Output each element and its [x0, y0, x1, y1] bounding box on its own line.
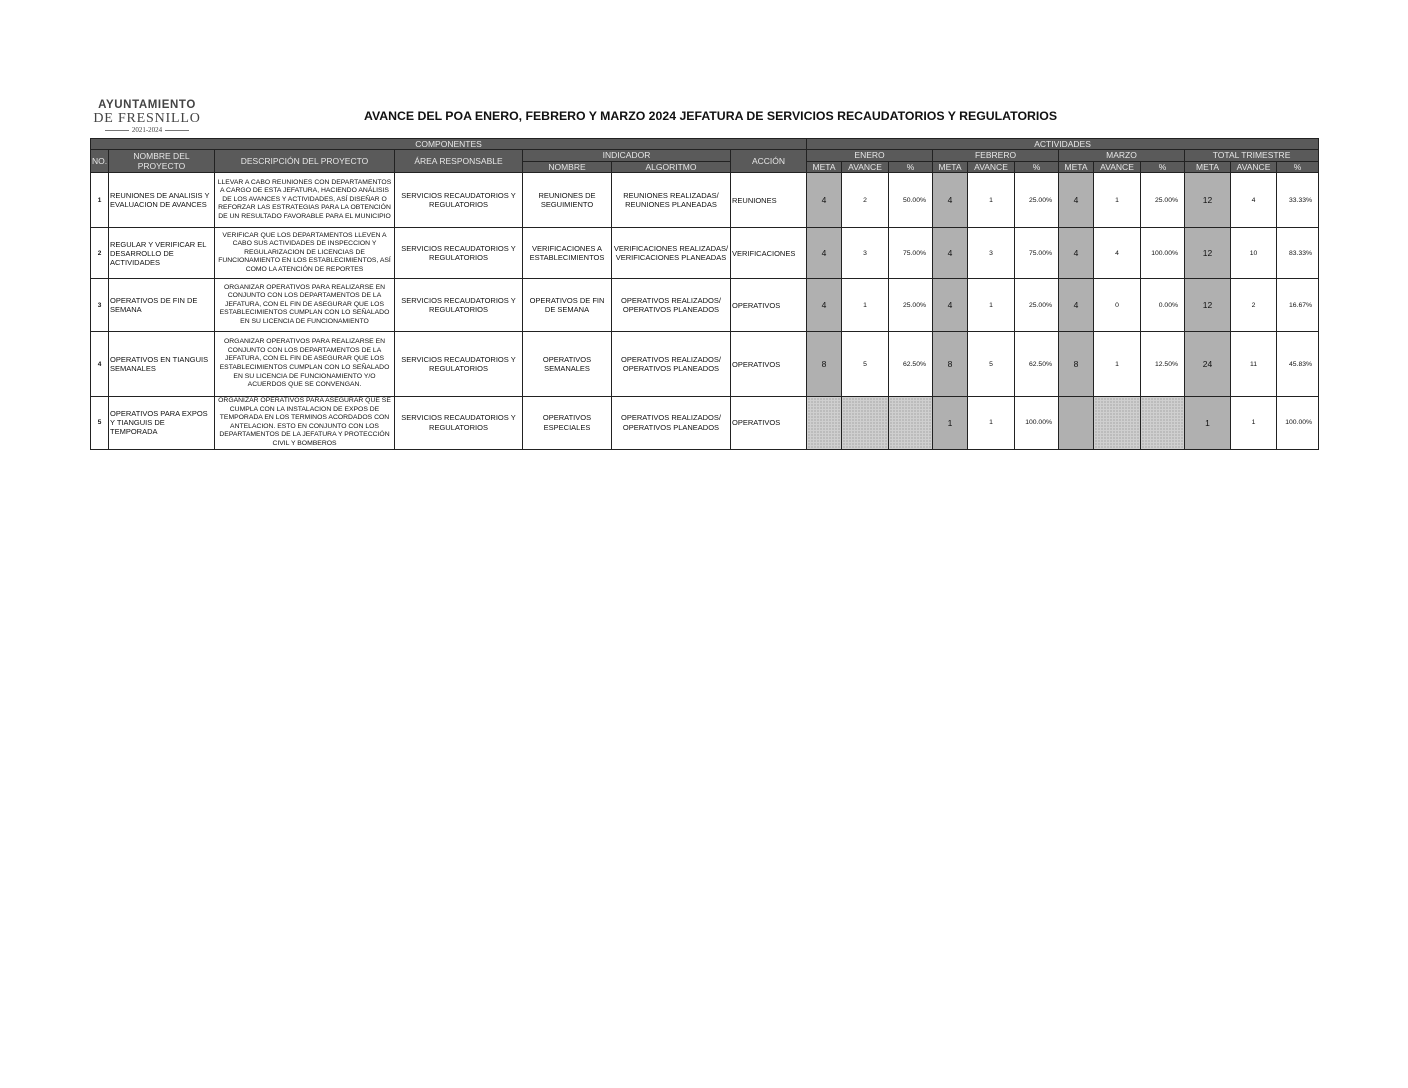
febrero-meta: 4	[933, 228, 968, 279]
action: OPERATIVOS	[731, 279, 807, 332]
febrero-avance: 1	[968, 173, 1015, 228]
table-row	[91, 228, 1319, 279]
action: REUNIONES	[731, 173, 807, 228]
indicator-algorithm: OPERATIVOS REALIZADOS/ OPERATIVOS PLANEADOS	[612, 397, 731, 450]
enero-meta: 4	[807, 228, 842, 279]
responsible-area: SERVICIOS RECAUDATORIOS Y REGULATORIOS	[395, 173, 523, 228]
indicator-algorithm: OPERATIVOS REALIZADOS/ OPERATIVOS PLANEADOS	[612, 332, 731, 397]
total-avance: 11	[1231, 332, 1277, 397]
project-description: ORGANIZAR OPERATIVOS PARA REALIZARSE EN CONJUNTO CON LOS DEPARTAMENTOS DE LA JEFATURA, CON EL FIN DE ASEGURAR QUE LOS ESTABLECIMIENTOS CUMPLAN CON LO SEÑALADO EN SU LICENCIA DE FUNCIONAMIENTO Y/O ACUERDOS QUE SE CONVENGAN.	[215, 332, 395, 397]
project-name: OPERATIVOS EN TIANGUIS SEMANALES	[109, 332, 215, 397]
total-pct: 45.83%	[1277, 332, 1319, 397]
responsible-area: SERVICIOS RECAUDATORIOS Y REGULATORIOS	[395, 228, 523, 279]
total-pct: 100.00%	[1277, 397, 1319, 450]
total-pct: 16.67%	[1277, 279, 1319, 332]
project-description: ORGANIZAR OPERATIVOS PARA REALIZARSE EN CONJUNTO CON LOS DEPARTAMENTOS DE LA JEFATURA, CON EL FIN DE ASEGURAR QUE LOS ESTABLECIMIENTOS CUMPLAN CON LO SEÑALADO EN SU LICENCIA DE FUNCIONAMIENTO	[215, 279, 395, 332]
enero-pct: 75.00%	[889, 228, 933, 279]
header-descripcion: DESCRIPCIÓN DEL PROYECTO	[215, 150, 395, 173]
logo-line-3	[92, 126, 202, 135]
marzo-avance	[1094, 397, 1141, 450]
marzo-meta: 4	[1059, 228, 1094, 279]
header-enero-avance: AVANCE	[842, 161, 889, 173]
enero-pct: 50.00%	[889, 173, 933, 228]
marzo-avance: 4	[1094, 228, 1141, 279]
header-area: ÁREA RESPONSABLE	[395, 150, 523, 173]
table-row	[91, 173, 1319, 228]
action: OPERATIVOS	[731, 332, 807, 397]
row-number: 4	[91, 332, 109, 397]
page-title: AVANCE DEL POA ENERO, FEBRERO Y MARZO 2024 JEFATURA DE SERVICIOS RECAUDATORIOS Y REGULATORIOS	[364, 109, 1058, 123]
febrero-avance: 1	[968, 279, 1015, 332]
project-name: OPERATIVOS PARA EXPOS Y TIANGUIS DE TEMPORADA	[109, 397, 215, 450]
header-nombre-proyecto: NOMBRE DEL PROYECTO	[109, 150, 215, 173]
header-indicador: INDICADOR	[523, 150, 731, 162]
marzo-avance: 1	[1094, 332, 1141, 397]
total-avance: 1	[1231, 397, 1277, 450]
marzo-pct: 0.00%	[1141, 279, 1185, 332]
header-marzo-pct: %	[1141, 161, 1185, 173]
project-name: REGULAR Y VERIFICAR EL DESARROLLO DE ACTIVIDADES	[109, 228, 215, 279]
indicator-name: OPERATIVOS SEMANALES	[523, 332, 612, 397]
marzo-pct: 12.50%	[1141, 332, 1185, 397]
logo-line-1: AYUNTAMIENTO	[98, 99, 196, 111]
total-meta: 24	[1185, 332, 1231, 397]
header-total-meta: META	[1185, 161, 1231, 173]
marzo-pct	[1141, 397, 1185, 450]
responsible-area: SERVICIOS RECAUDATORIOS Y REGULATORIOS	[395, 332, 523, 397]
total-pct: 83.33%	[1277, 228, 1319, 279]
febrero-pct: 75.00%	[1015, 228, 1059, 279]
total-meta: 12	[1185, 228, 1231, 279]
header-no: NO.	[91, 150, 109, 173]
marzo-pct: 25.00%	[1141, 173, 1185, 228]
action: OPERATIVOS	[731, 397, 807, 450]
header-febrero: FEBRERO	[933, 150, 1059, 162]
header-enero-pct: %	[889, 161, 933, 173]
enero-pct: 62.50%	[889, 332, 933, 397]
header-marzo: MARZO	[1059, 150, 1185, 162]
enero-avance	[842, 397, 889, 450]
febrero-pct: 25.00%	[1015, 279, 1059, 332]
febrero-avance: 5	[968, 332, 1015, 397]
responsible-area: SERVICIOS RECAUDATORIOS Y REGULATORIOS	[395, 279, 523, 332]
project-description: ORGANIZAR OPERATIVOS PARA ASEGURAR QUE SE CUMPLA CON LA INSTALACION DE EXPOS DE TEMPORADA EN LOS TERMINOS ACORDADOS CON ANTELACION. ESTO EN CONJUNTO CON LOS DEPARTAMENTOS DE LA JEFATURA Y PROTECCIÓN CIVIL Y BOMBEROS	[215, 397, 395, 450]
row-number: 1	[91, 173, 109, 228]
total-meta: 1	[1185, 397, 1231, 450]
enero-pct: 25.00%	[889, 279, 933, 332]
total-avance: 4	[1231, 173, 1277, 228]
enero-avance: 3	[842, 228, 889, 279]
indicator-algorithm: OPERATIVOS REALIZADOS/ OPERATIVOS PLANEADOS	[612, 279, 731, 332]
table-row	[91, 397, 1319, 450]
indicator-algorithm: VERIFICACIONES REALIZADAS/ VERIFICACIONES PLANEADAS	[612, 228, 731, 279]
header-marzo-avance: AVANCE	[1094, 161, 1141, 173]
header-enero-meta: META	[807, 161, 842, 173]
action: VERIFICACIONES	[731, 228, 807, 279]
enero-meta: 4	[807, 173, 842, 228]
header-marzo-meta: META	[1059, 161, 1094, 173]
enero-avance: 1	[842, 279, 889, 332]
project-description: LLEVAR A CABO REUNIONES CON DEPARTAMENTOS A CARGO DE ESTA JEFATURA, HACIENDO ANÁLISIS DE LOS AVANCES Y ACTIVIDADES, ASÍ DISEÑAR O REFORZAR LAS ESTRATEGIAS PARA LA OBTENCIÓN DE UN RESULTADO FAVORABLE PARA EL MUNICIPIO	[215, 173, 395, 228]
total-avance: 2	[1231, 279, 1277, 332]
total-pct: 33.33%	[1277, 173, 1319, 228]
header-indicador-nombre: NOMBRE	[523, 161, 612, 173]
header-total-trimestre: TOTAL TRIMESTRE	[1185, 150, 1319, 162]
indicator-algorithm: REUNIONES REALIZADAS/ REUNIONES PLANEADAS	[612, 173, 731, 228]
marzo-avance: 1	[1094, 173, 1141, 228]
marzo-pct: 100.00%	[1141, 228, 1185, 279]
indicator-name: OPERATIVOS ESPECIALES	[523, 397, 612, 450]
header-febrero-avance: AVANCE	[968, 161, 1015, 173]
header-febrero-pct: %	[1015, 161, 1059, 173]
marzo-meta: 4	[1059, 279, 1094, 332]
enero-meta: 4	[807, 279, 842, 332]
header-febrero-meta: META	[933, 161, 968, 173]
total-meta: 12	[1185, 173, 1231, 228]
header-componentes: COMPONENTES	[91, 139, 807, 150]
header-enero: ENERO	[807, 150, 933, 162]
header-algoritmo: ALGORITMO	[612, 161, 731, 173]
poa-table	[90, 138, 1319, 450]
febrero-avance: 1	[968, 397, 1015, 450]
ayuntamiento-logo	[92, 99, 202, 135]
header-accion: ACCIÓN	[731, 150, 807, 173]
row-number: 2	[91, 228, 109, 279]
febrero-meta: 8	[933, 332, 968, 397]
project-description: VERIFICAR QUE LOS DEPARTAMENTOS LLEVEN A CABO SUS ACTIVIDADES DE INSPECCION Y REGULARIZACION DE LICENCIAS DE FUNCIONAMIENTO EN LOS ESTABLECIMIENTOS, ASÍ COMO LA ATENCIÓN DE REPORTES	[215, 228, 395, 279]
table-row	[91, 279, 1319, 332]
responsible-area: SERVICIOS RECAUDATORIOS Y REGULATORIOS	[395, 397, 523, 450]
febrero-avance: 3	[968, 228, 1015, 279]
row-number: 5	[91, 397, 109, 450]
marzo-meta	[1059, 397, 1094, 450]
enero-avance: 2	[842, 173, 889, 228]
marzo-meta: 8	[1059, 332, 1094, 397]
enero-avance: 5	[842, 332, 889, 397]
indicator-name: VERIFICACIONES A ESTABLECIMIENTOS	[523, 228, 612, 279]
header-total-pct: %	[1277, 161, 1319, 173]
row-number: 3	[91, 279, 109, 332]
marzo-meta: 4	[1059, 173, 1094, 228]
total-avance: 10	[1231, 228, 1277, 279]
total-meta: 12	[1185, 279, 1231, 332]
table-row	[91, 332, 1319, 397]
enero-meta	[807, 397, 842, 450]
febrero-pct: 62.50%	[1015, 332, 1059, 397]
indicator-name: OPERATIVOS DE FIN DE SEMANA	[523, 279, 612, 332]
enero-meta: 8	[807, 332, 842, 397]
febrero-pct: 25.00%	[1015, 173, 1059, 228]
logo-years: 2021-2024	[131, 126, 163, 134]
febrero-meta: 1	[933, 397, 968, 450]
enero-pct	[889, 397, 933, 450]
project-name: REUNIONES DE ANALISIS Y EVALUACION DE AVANCES	[109, 173, 215, 228]
header-total-avance: AVANCE	[1231, 161, 1277, 173]
header-actividades: ACTIVIDADES	[807, 139, 1319, 150]
febrero-pct: 100.00%	[1015, 397, 1059, 450]
logo-line-2: DE FRESNILLO	[93, 111, 201, 126]
febrero-meta: 4	[933, 279, 968, 332]
marzo-avance: 0	[1094, 279, 1141, 332]
indicator-name: REUNIONES DE SEGUIMIENTO	[523, 173, 612, 228]
project-name: OPERATIVOS DE FIN DE SEMANA	[109, 279, 215, 332]
febrero-meta: 4	[933, 173, 968, 228]
